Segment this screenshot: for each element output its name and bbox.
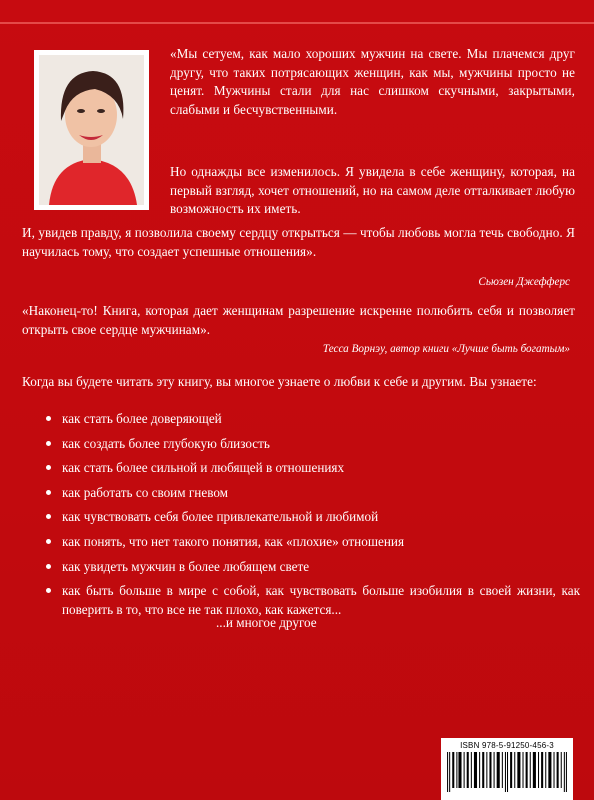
bullet-icon: [46, 490, 51, 495]
benefits-list: [40, 410, 580, 625]
bullet-icon: [46, 564, 51, 569]
bullet-icon: [46, 416, 51, 421]
quote-signature-2: Тесса Ворнэу, автор книги «Лучше быть богатым»: [322, 343, 570, 355]
isbn-text: ISBN 978-5-91250-456-3: [460, 741, 554, 750]
quote-2-text: «Наконец-то! Книга, которая дает женщинам разрешение искренне полюбить себя и позволяет открыть свое сердце мужчинам».: [22, 303, 575, 337]
list-item: как стать более доверяющей: [40, 410, 580, 428]
list-item: как чувствовать себя более привлекательной и любимой: [40, 508, 580, 526]
quote-signature-1: Сьюзен Джефферс: [478, 276, 570, 288]
list-item: как увидеть мужчин в более любящем свете: [40, 558, 580, 576]
author-portrait-image: [39, 55, 144, 205]
barcode-label: [441, 738, 573, 800]
bullet-icon: [46, 588, 51, 593]
bullet-icon: [46, 441, 51, 446]
quote-paragraph-2: Но однажды все изменилось. Я увидела в себе женщину, которая, на первый взгляд, хочет отношений, но на самом деле отталкивает любую возможность их иметь.: [170, 164, 575, 217]
closing-text: ...и многое другое: [216, 615, 317, 630]
list-item: как стать более сильной и любящей в отношениях: [40, 459, 580, 477]
author-photo-frame: [34, 50, 149, 210]
barcode-icon: [445, 752, 569, 792]
list-item: как работать со своим гневом: [40, 484, 580, 502]
bullet-icon: [46, 514, 51, 519]
quote-paragraph-3: И, увидев правду, я позволила своему сердцу открыться — чтобы любовь могла течь свободно. Я научилась тому, что создает успешные отношения».: [22, 225, 575, 259]
list-item: как понять, что нет такого понятия, как «плохие» отношения: [40, 533, 580, 551]
bullet-icon: [46, 539, 51, 544]
bullet-icon: [46, 465, 51, 470]
quote-paragraph-1: «Мы сетуем, как мало хороших мужчин на свете. Мы плачемся друг другу, что таких потрясающих женщин, как мы, мужчины просто не ценят. Мужчины стали для нас слишком скучными, закрытыми, слабыми и бесчувственными.: [170, 46, 575, 117]
top-divider: [0, 22, 594, 24]
author-photo: [39, 55, 144, 205]
intro-text: Когда вы будете читать эту книгу, вы многое узнаете о любви к себе и другим. Вы узнаете:: [22, 374, 537, 389]
list-item: как быть больше в мире с собой, как чувствовать больше изобилия в своей жизни, как поверить в то, что все не так плохо, как кажется...: [40, 582, 580, 619]
list-item: как создать более глубокую близость: [40, 435, 580, 453]
